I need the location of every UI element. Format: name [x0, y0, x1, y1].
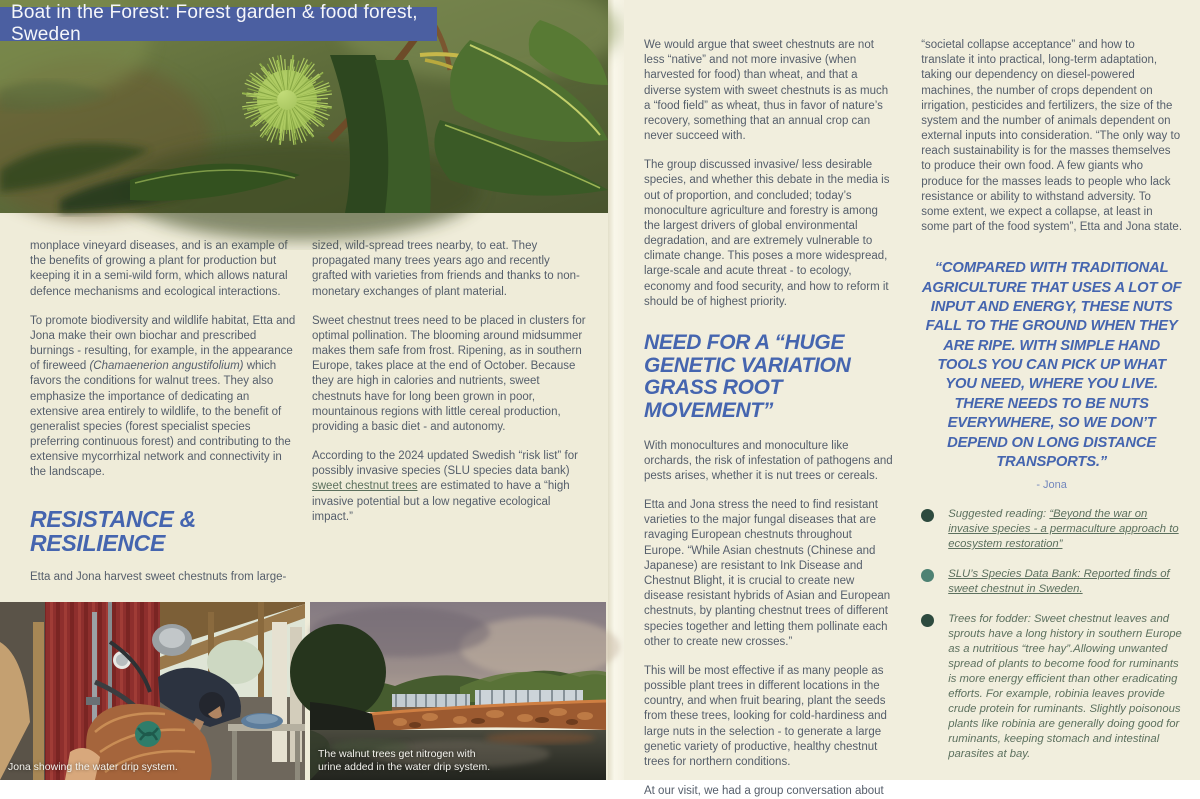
- list-item: [921, 507, 1182, 552]
- page-title: Boat in the Forest: Forest garden & food forest, Sweden: [11, 2, 437, 46]
- column-1: [30, 239, 298, 602]
- column-2: [312, 239, 588, 602]
- paragraph-text: are estimated to have a “high invasive potential but a low negative ecological impact.”: [312, 480, 570, 522]
- bullet-dot-icon: [921, 509, 934, 522]
- column-3: [644, 38, 895, 780]
- list-item: [921, 612, 1182, 762]
- paragraph: The group discussed invasive/ less desirable species, and whether this debate in the media is out of proportion, and concluded; today’s monoculture agriculture and forestry is among the largest drivers of global environmental degradation, and are extremely vulnerable to climate change. This poses a more widespread, large-scale and acute threat - to ecology, economy and food security, and how to reform it should be of highest priority.: [644, 158, 895, 310]
- paragraph: This will be most effective if as many people as possible plant trees in different locations in the country, and when fruit bearing, plant the seeds from these trees, looking for cold-hardiness and large nuts in the selection - to generate a large genetic variety of productive, healthy chestnut trees for northern conditions.: [644, 664, 895, 770]
- left-page-text: [0, 213, 608, 602]
- species-latin-name: (Chamaenerion angustifolium): [89, 360, 243, 372]
- pond-photo: [310, 602, 606, 780]
- paragraph: At our visit, we had a group conversation about: [644, 784, 895, 799]
- page-gutter: [608, 0, 624, 780]
- slu-data-bank-link[interactable]: SLU’s Species Data Bank: Reported finds of sweet chestnut in Sweden.: [948, 568, 1169, 595]
- paragraph-text: To promote biodiversity and wildlife habitat, Etta and Jona make their own biochar and prescribed burnings - resulting, for example, in the appearance of fireweed: [30, 315, 295, 373]
- paragraph: monplace vineyard diseases, and is an example of the benefits of growing a plant for production but keeping it in a semi-wild form, which allows natural defence mechanisms and ecological interactions.: [30, 239, 298, 300]
- paragraph: “societal collapse acceptance” and how to translate it into practical, long-term adaptation, taking our dependency on diesel-powered machines, the number of crops dependent on irrigation, pesticides and fertilizers, the size of the system and the number of animals dependent on external inputs into consideration. “The only way to reach sustainability is for the masses themselves to produce their own food. A few giants who produce for the masses leads to people who lack resistance or ability to withstand adversity. To some extent, we expect a collapse, at least in some part of the food system”, Etta and Jona state.: [921, 38, 1182, 235]
- photo2-caption: [318, 748, 490, 774]
- bottom-photo-row: [0, 602, 606, 780]
- bullet-text: [948, 507, 1182, 552]
- suggested-reading-list: [921, 507, 1182, 762]
- bullet-dot-icon: [921, 614, 934, 627]
- quote-attribution: - Jona: [921, 478, 1182, 493]
- paragraph-text: which favors the conditions for walnut trees. They also emphasize the importance of dedicating an extensive area entirely to wildlife, to the benefit of generalist species (forest specialist species preferring continuous forest) and contributing to the extensive mycorrhizal network and connectivity in the landscape.: [30, 360, 291, 478]
- left-page: [0, 0, 608, 780]
- list-item: [921, 567, 1182, 597]
- paragraph: Etta and Jona harvest sweet chestnuts from large-: [30, 570, 298, 585]
- paragraph-text: According to the 2024 updated Swedish “risk list” for possibly invasive species (SLU species data bank): [312, 450, 578, 477]
- bullet-prefix: Suggested reading:: [948, 508, 1049, 520]
- invasive-species-article-link[interactable]: “Beyond the war on invasive species - a permaculture approach to ecosystem restoration”: [948, 508, 1178, 550]
- bullet-text: Trees for fodder: Sweet chestnut leaves and sprouts have a long history in southern Europe as a nutritious “tree hay”.Allowing unwanted spread of plants to become food for ruminants is more energy efficient than other eradicating efforts. For example, robinia leaves provide crude protein for ruminants. Slightly poisonous plants like robinia are generally doing good for ruminants, keeping stomach and intestinal parasites at bay.: [948, 612, 1182, 762]
- paragraph: Sweet chestnut trees need to be placed in clusters for optimal pollination. The blooming around midsummer makes them safe from frost. Ripening, as in southern Europe, takes place at the end of October. Because they are high in calories and nutrients, sweet chestnuts have for long been grown in poor, mountainous regions with little cereal production, providing a basic diet - and autonomy.: [312, 314, 588, 435]
- paragraph: Etta and Jona stress the need to find resistant varieties to the major fungal diseases that are ravaging European chestnuts throughout Europe. “While Asian chestnuts (Chinese and Japanese) are resistant to Ink Disease and Chestnut Blight, it is crucial to create new disease resistant hybrids of Asian and European chestnuts, by planting chestnut trees of different species together and letting them pollinate each other to create new crosses.”: [644, 498, 895, 650]
- right-page: [624, 0, 1200, 780]
- drip-system-illustration: [0, 602, 305, 780]
- sweet-chestnut-trees-link[interactable]: sweet chestnut trees: [312, 480, 417, 492]
- photo1-caption: Jona showing the water drip system.: [8, 761, 178, 774]
- caption-line: The walnut trees get nitrogen with: [318, 748, 476, 760]
- section-heading-genetic-variation: NEED FOR A “HUGE GENETIC VARIATION GRASS ROOT MOVEMENT”: [644, 332, 895, 423]
- drip-system-photo: [0, 602, 305, 780]
- bullet-dot-icon: [921, 569, 934, 582]
- paragraph: With monocultures and monoculture like orchards, the risk of infestation of pathogens and pests arises, whether it is nut trees or cereals.: [644, 439, 895, 485]
- column-4: [921, 38, 1182, 780]
- chestnut-hero-photo: [0, 0, 608, 213]
- paragraph: sized, wild-spread trees nearby, to eat. They propagated many trees years ago and recently grafted with varieties from friends and thanks to non-monetary exchanges of plant material.: [312, 239, 588, 300]
- title-bar: [0, 7, 437, 41]
- caption-line: urine added in the water drip system.: [318, 761, 490, 773]
- paragraph: We would argue that sweet chestnuts are not less “native” and not more invasive (when harvested for food) than wheat, and that a diverse system with sweet chestnuts is as much a “food field” as wheat, thus in favor of nature’s recovery, something that an annual crop can never succeed with.: [644, 38, 895, 144]
- pull-quote: “COMPARED WITH TRADITIONAL AGRICULTURE THAT USES A LOT OF INPUT AND ENERGY, THESE NUTS FALL TO THE GROUND WHEN THEY ARE RIPE. WITH SIMPLE HAND TOOLS YOU CAN PICK UP WHAT YOU NEED, WHERE YOU LIVE. THERE NEEDS TO BE NUTS EVERYWHERE, SO WE DON’T DEPEND ON LONG DISTANCE TRANSPORTS.”: [921, 259, 1182, 472]
- bullet-text: [948, 567, 1182, 597]
- paragraph: [30, 314, 298, 481]
- section-heading-resistance: RESISTANCE & RESILIENCE: [30, 507, 298, 557]
- paragraph: [312, 449, 588, 525]
